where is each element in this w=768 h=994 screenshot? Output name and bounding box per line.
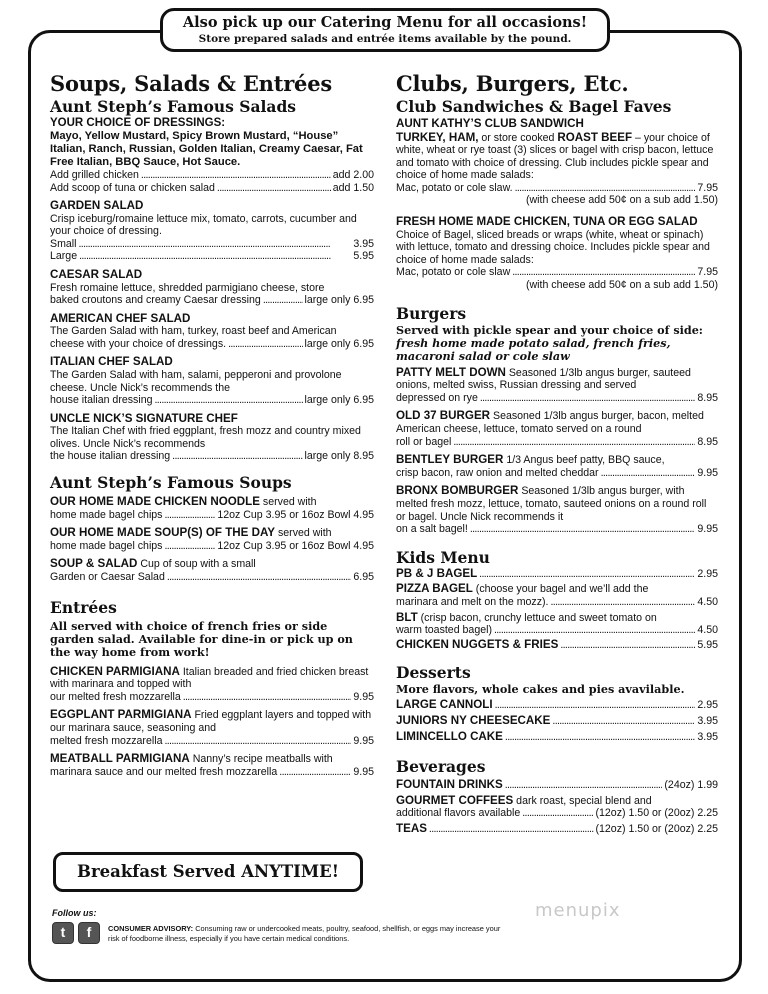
menu-item-limincello: LIMINCELLO CAKE . . . 3.95 (396, 731, 718, 744)
catering-banner (160, 8, 610, 52)
burgers-intro: Served with pickle spear and your choice of side: fresh home made potato salad, french fries, macaroni salad or cole slaw (396, 322, 703, 363)
menu-item-teas: TEAS . . . (12oz) 1.50 or (20oz) 2.25 (396, 823, 718, 836)
desserts-heading: Desserts (396, 663, 471, 683)
menu-item-meatball-parm: MEATBALL PARMIGIANA Nanny’s recipe meatballs with marinara sauce and our melted fresh mozzarella . . . 9.95 (50, 752, 374, 778)
left-column (50, 70, 374, 778)
burgers-heading: Burgers (396, 303, 467, 323)
menu-item-caesar-salad: CAESAR SALAD Fresh romaine lettuce, shredded parmigiano cheese, store baked croutons and creamy Caesar dressing . . . large only 6.95 (50, 268, 374, 307)
dressings-list: Mayo, Yellow Mustard, Spicy Brown Mustard, “House” Italian, Ranch, Russian, Golden Italian, Creamy Caesar, Fat Free Italian, BBQ Sauce, Hot Sauce. (50, 130, 363, 168)
prepared-line: Store prepared salads and entrée items available by the pound. (198, 33, 572, 45)
right-column (396, 70, 718, 835)
follow-us-label: Follow us: (52, 908, 97, 918)
soups-heading: Aunt Steph’s Famous Soups (50, 473, 292, 492)
menu-item-signature-chef: UNCLE NICK’S SIGNATURE CHEF The Italian Chef with fried eggplant, fresh mozz and country mixed olives. Uncle Nick’s recommends the house italian dressing . . . large only 8.95 (50, 412, 374, 463)
entrees-heading: Entrées (50, 597, 117, 617)
catering-line: Also pick up our Catering Menu for all occasions! (182, 14, 588, 31)
kids-heading: Kids Menu (396, 547, 490, 567)
menu-item-soup-of-day: OUR HOME MADE SOUP(S) OF THE DAY served with home made bagel chips . . . 12oz Cup 3.95 or 16oz Bowl 4.95 (50, 526, 374, 552)
menu-item-italian-chef: ITALIAN CHEF SALAD The Garden Salad with ham, salami, pepperoni and provolone cheese. Uncle Nick’s recommends the house italian dressing . . . large only 6.95 (50, 355, 374, 406)
entrees-intro: All served with choice of french fries or side garden salad. Available for dine-in or pick up on the way home from work! (50, 618, 353, 659)
twitter-icon[interactable]: t (52, 922, 74, 944)
facebook-icon[interactable]: f (78, 922, 100, 944)
menu-item-cheesecake: JUNIORS NY CHEESECAKE . . . 3.95 (396, 715, 718, 728)
salads-heading: Aunt Steph’s Famous Salads (50, 97, 297, 116)
menu-item-pbj: PB & J BAGEL . . . 2.95 (396, 568, 718, 581)
consumer-advisory: CONSUMER ADVISORY: Consuming raw or undercooked meats, poultry, seafood, shellfish, or eggs may increase your risk of foodborne illness, especially if you have certain medical conditions. (108, 924, 501, 943)
watermark: menupix (535, 900, 621, 921)
menu-item-club-sandwich: AUNT KATHY’S CLUB SANDWICH TURKEY, HAM, or store cooked ROAST BEEF – your choice of white, wheat or rye toast (3) slices or bagel with crisp bacon, lettuce and tomato with choice of dressing. Club includes pickle spear and choice of home made salads: Mac, potato or cole slaw. . . . 7.95 (with cheese add 50¢ on a sub add 1.50) (396, 117, 718, 207)
dressings-title: YOUR CHOICE OF DRESSINGS: (50, 117, 226, 129)
breakfast-banner: Breakfast Served ANYTIME! (53, 852, 363, 892)
menu-item-cannoli: LARGE CANNOLI . . . 2.95 (396, 699, 718, 712)
menu-item-garden-salad: GARDEN SALAD Crisp iceburg/romaine lettuce mix, tomato, carrots, cucumber and your choice of dressing. Small . . . 3.95 Large . . . 5.95 (50, 199, 374, 263)
menu-item-chicken-parm: CHICKEN PARMIGIANA Italian breaded and fried chicken breast with marinara and topped with our melted fresh mozzarella . . . 9.95 (50, 665, 374, 704)
desserts-intro: More flavors, whole cakes and pies avavilable. (396, 682, 685, 697)
menu-item-bentley: BENTLEY BURGER 1/3 Angus beef patty, BBQ sauce, crisp bacon, raw onion and melted cheddar . . . 9.95 (396, 453, 718, 479)
menu-line: Add scoop of tuna or chicken salad . . . add 1.50 (50, 182, 374, 195)
menu-item-eggplant-parm: EGGPLANT PARMIGIANA Fried eggplant layers and topped with our marinara sauce, seasoning and melted fresh mozzarella . . . 9.95 (50, 708, 374, 747)
menu-line: Add grilled chicken . . . add 2.00 (50, 169, 374, 182)
clubs-heading: Club Sandwiches & Bagel Faves (396, 97, 672, 116)
menu-item-coffees: GOURMET COFFEES dark roast, special blend and additional flavors available . . . (12oz) 1.50 or (20oz) 2.25 (396, 794, 718, 820)
section-title: Soups, Salads & Entrées (50, 71, 332, 96)
menu-item-blt: BLT (crisp bacon, crunchy lettuce and sweet tomato on warm toasted bagel) . . . 4.50 (396, 611, 718, 637)
menu-item-fountain: FOUNTAIN DRINKS . . . (24oz) 1.99 (396, 779, 718, 792)
menu-item-old37: OLD 37 BURGER Seasoned 1/3lb angus burger, bacon, melted American cheese, lettuce, tomato served on a round roll or bagel . . . 8.95 (396, 409, 718, 448)
menu-item-bronx: BRONX BOMBURGER Seasoned 1/3lb angus burger, with melted fresh mozz, lettuce, tomato, sauteed onions on a round roll or bagel. Uncle Nick recommends it on a salt bagel! . . . 9.95 (396, 484, 718, 535)
menu-item-american-chef: AMERICAN CHEF SALAD The Garden Salad with ham, turkey, roast beef and American cheese with your choice of dressings. . . . large only 6.95 (50, 312, 374, 351)
menu-item-pizza-bagel: PIZZA BAGEL (choose your bagel and we’ll add the marinara and melt on the mozz). . . . 4.50 (396, 582, 718, 608)
menu-item-chicken-noodle: OUR HOME MADE CHICKEN NOODLE served with home made bagel chips . . . 12oz Cup 3.95 or 16oz Bowl 4.95 (50, 495, 374, 521)
beverages-heading: Beverages (396, 757, 486, 777)
menu-item-nuggets: CHICKEN NUGGETS & FRIES . . . 5.95 (396, 639, 718, 652)
menu-item-patty-melt: PATTY MELT DOWN Seasoned 1/3lb angus burger, sauteed onions, melted swiss, Russian dressing and served depressed on rye . . . 8.95 (396, 366, 718, 405)
menu-item-soup-salad: SOUP & SALAD Cup of soup with a small Garden or Caesar Salad . . . 6.95 (50, 557, 374, 583)
menu-item-fresh-salads: FRESH HOME MADE CHICKEN, TUNA OR EGG SALAD Choice of Bagel, sliced breads or wraps (white, wheat or spinach) with lettuce, tomato and dressing choice. Includes pickle spear and choice of home made salads: Mac, potato or cole slaw . . . 7.95 (with cheese add 50¢ on a sub add 1.50) (396, 215, 718, 292)
section-title: Clubs, Burgers, Etc. (396, 71, 629, 96)
